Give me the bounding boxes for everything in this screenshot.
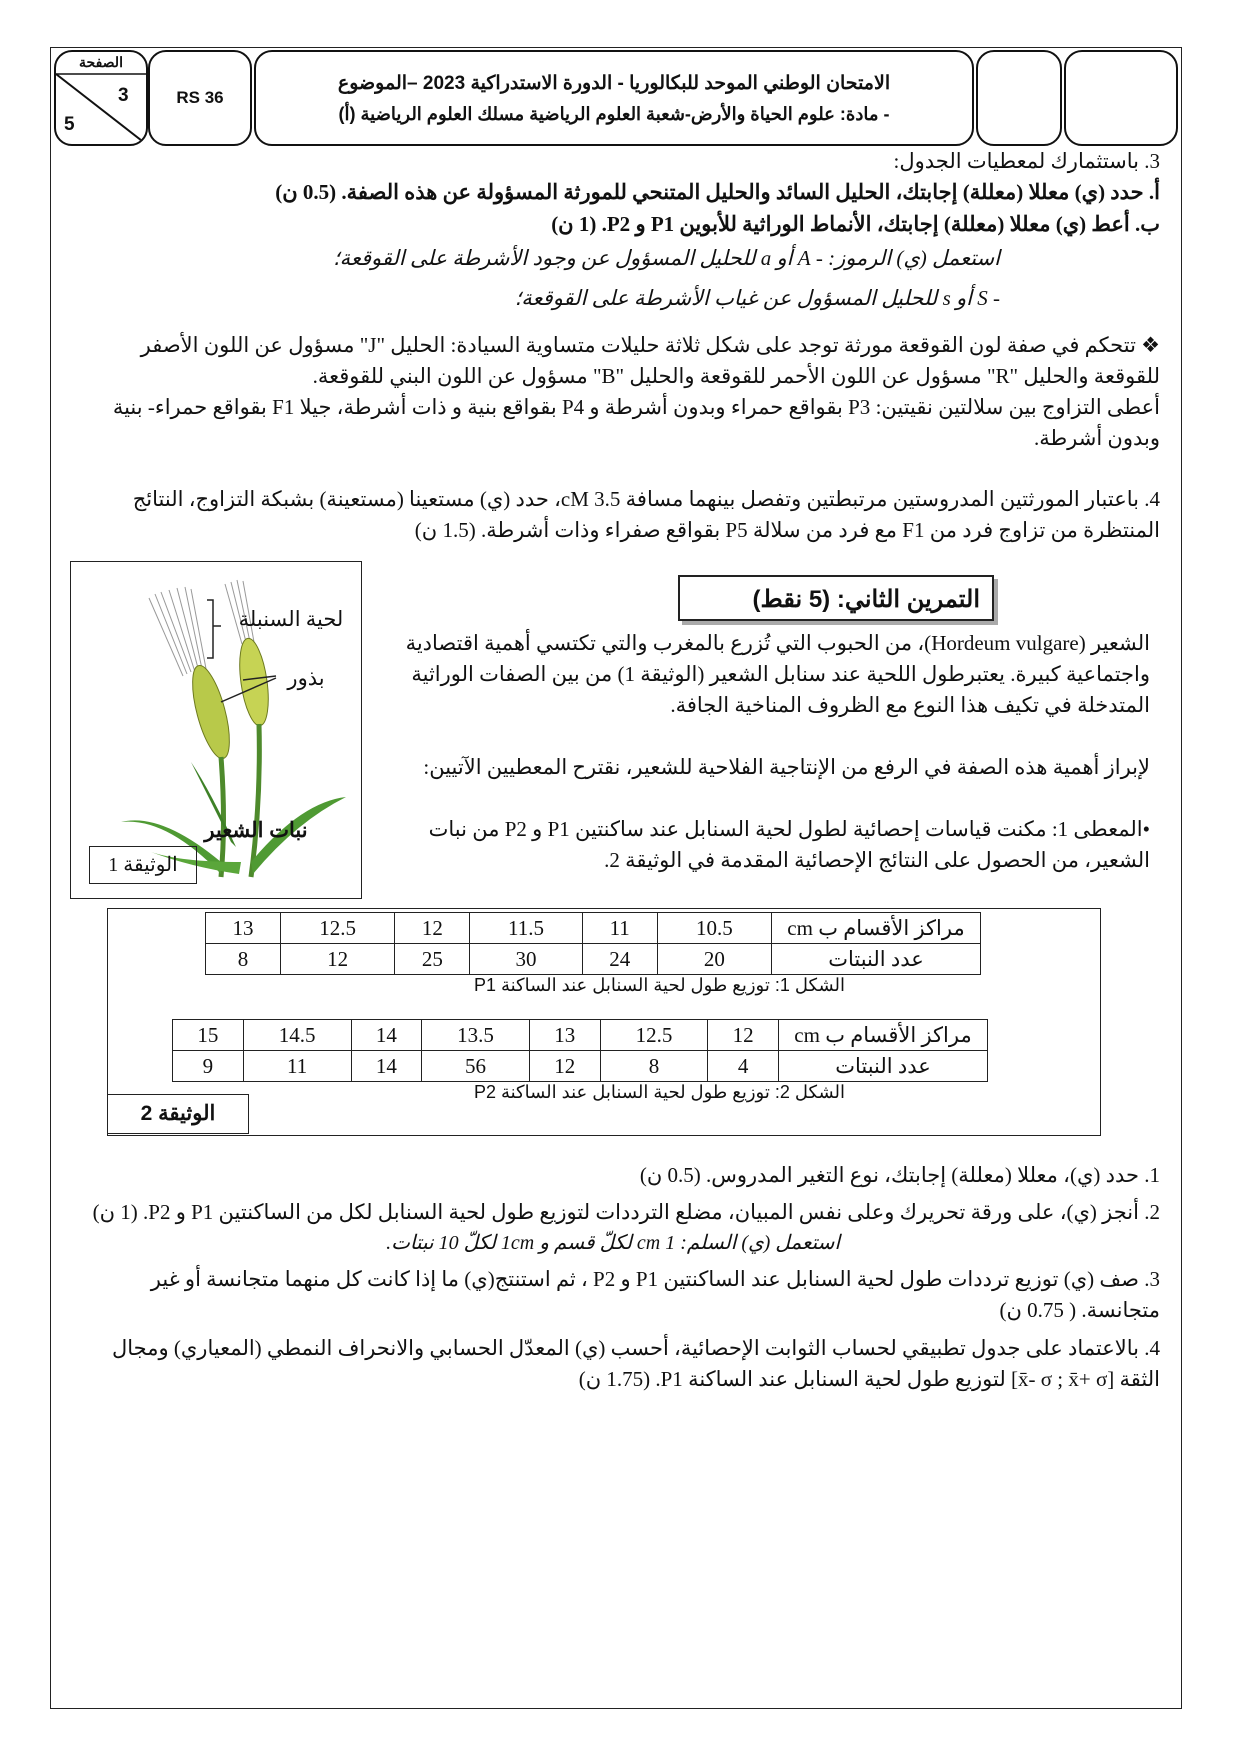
table-cell: 4	[708, 1051, 779, 1082]
plant-name: نبات الشعير	[204, 819, 308, 842]
exercise2-title-text: التمرين الثاني: (5 نقط)	[752, 586, 980, 613]
table-cell: 12	[281, 944, 395, 975]
table-cell: 11	[582, 913, 657, 944]
doc2-label-box	[107, 1094, 249, 1134]
question-1: 1. حدد (ي)، معللا (معللة) إجابتك، نوع التغير المدروس. (0.5 ن)	[639, 1163, 1160, 1187]
question-4: 4. بالاعتماد على جدول تطبيقي لحساب الثوابت الإحصائية، أحسب (ي) المعدّل الحسابي والانحراف النمطي (المعياري) ومجال الثقة [x̄- σ ; x̄+ σ] لتوزيع طول لحية السنابل عند الساكنة P1. (1.75 ن)	[112, 1336, 1160, 1391]
logo-box	[976, 50, 1062, 146]
question-2: 2. أنجز (ي)، على ورقة تحريرك وعلى نفس المبيان، مضلع الترددات لتوزيع طول لحية السنابل لكل من الساكنتين P1 و P2. (1 ن)	[92, 1200, 1160, 1224]
doc2-label: الوثيقة 2	[140, 1102, 216, 1125]
table-cell: 30	[470, 944, 582, 975]
table-p2	[172, 1019, 988, 1082]
table-row	[173, 1020, 988, 1051]
table-cell: 12.5	[600, 1020, 708, 1051]
table-cell: 13	[206, 913, 281, 944]
table-header: مراكز الأقسام ب cm	[772, 913, 981, 944]
figure1-caption: الشكل 1: توزيع طول لحية السنابل عند الساكنة P1	[473, 975, 845, 995]
table-cell: 12	[708, 1020, 779, 1051]
table-cell: 8	[600, 1051, 708, 1082]
code-box	[148, 50, 252, 146]
question-3: 3. صف (ي) توزيع ترددات طول لحية السنابل عند الساكنتين P1 و P2 ، ثم استنتج(ي) ما إذا كانت كل منهما متجانسة أو غير متجانسة. ( 0.75 ن)	[150, 1267, 1160, 1322]
table-cell: 11	[243, 1051, 351, 1082]
table-cell: 25	[395, 944, 470, 975]
table-cell: 14	[351, 1020, 422, 1051]
exercise2-intro: الشعير (Hordeum vulgare)، من الحبوب التي تُزرع بالمغرب والتي تكتسي أهمية اقتصادية واجتماعية كبيرة. يعتبرطول اللحية عند سنابل الشعير (الوثيقة 1) من بين الصفات الوراثية المتدخلة في تكيف هذا النوع مع الظروف المناخية الجافة.	[405, 631, 1150, 717]
table-cell: 8	[206, 944, 281, 975]
table-cell: 56	[422, 1051, 530, 1082]
blank-box	[1064, 50, 1178, 146]
table-cell: 14	[351, 1051, 422, 1082]
figure1-box	[70, 561, 362, 899]
table-cell: 12	[529, 1051, 600, 1082]
page-label: الصفحة	[79, 54, 123, 70]
data1-text: •المعطى 1: مكنت قياسات إحصائية لطول لحية السنابل عند ساكنتين P1 و P2 من نبات الشعير، من الحصول على النتائج الإحصائية المقدمة في الوثيقة 2.	[428, 817, 1150, 872]
q3a: أ. حدد (ي) معللا (معللة) إجابتك، الحليل السائد والحليل المتنحي للمورثة المسؤولة عن هذه الصفة. (0.5 ن)	[275, 180, 1160, 204]
table-header: مراكز الأقسام ب cm	[779, 1020, 988, 1051]
awn-label: لحية السنبلة	[238, 607, 344, 631]
table-row	[206, 944, 981, 975]
color-paragraph: ❖ تتحكم في صفة لون القوقعة مورثة توجد على شكل ثلاثة حليلات متساوية السيادة: الحليل "J" مسؤول عن اللون الأصفر للقوقعة والحليل "R" مسؤول عن اللون الأحمر للقوقعة والحليل "B" مسؤول عن اللون البني للقوقعة.	[140, 333, 1160, 388]
page-total: 5	[64, 114, 75, 135]
table-cell: 14.5	[243, 1020, 351, 1051]
symbols-line2: - S أو s للحليل المسؤول عن غياب الأشرطة على القوقعة؛	[514, 286, 1000, 310]
table-cell: 13.5	[422, 1020, 530, 1051]
seeds-label: بذور	[287, 666, 325, 690]
table-cell: 20	[657, 944, 771, 975]
table-header: عدد النبتات	[772, 944, 981, 975]
table-cell: 9	[173, 1051, 244, 1082]
table-header: عدد النبتات	[779, 1051, 988, 1082]
table-cell: 13	[529, 1020, 600, 1051]
table-cell: 11.5	[470, 913, 582, 944]
table-cell: 12.5	[281, 913, 395, 944]
table-cell: 24	[582, 944, 657, 975]
exercise2-title	[678, 575, 994, 621]
table-p1	[205, 912, 981, 975]
exercise2-intro2: لإبراز أهمية هذه الصفة في الرفع من الإنتاجية الفلاحية للشعير، نقترح المعطيين الآتيين:	[423, 755, 1150, 779]
subject-line: - مادة: علوم الحياة والأرض-شعبة العلوم الرياضية مسلك العلوم الرياضية (أ)	[338, 104, 890, 124]
table-row	[173, 1051, 988, 1082]
question-2-scale: استعمل (ي) السلم: 1 cm لكلّ قسم و 1cm لكلّ 10 نبتات.	[386, 1232, 840, 1254]
q3-intro: 3. باستثمارك لمعطيات الجدول:	[893, 149, 1160, 173]
table-cell: 15	[173, 1020, 244, 1051]
exam-code: RS 36	[176, 88, 224, 107]
figure2-caption: الشكل 2: توزيع طول لحية السنابل عند الساكنة P2	[473, 1082, 845, 1102]
exam-title: الامتحان الوطني الموحد للبكالوريا - الدورة الاستدراكية 2023 –الموضوع	[337, 73, 891, 94]
doc1-label: الوثيقة 1	[89, 846, 197, 884]
table-row	[206, 913, 981, 944]
cross-paragraph: أعطى التزاوج بين سلالتين نقيتين: P3 بقواقع حمراء وبدون أشرطة و P4 بقواقع بنية و ذات أشرطة، جيلا F1 بقواقع حمراء- بنية وبدون أشرطة.	[112, 395, 1160, 450]
page-number: 3	[118, 85, 129, 106]
table-cell: 12	[395, 913, 470, 944]
title-box	[254, 50, 974, 146]
q4-linkage: 4. باعتبار المورثتين المدروستين مرتبطتين وتفصل بينهما مسافة 3.5 cM، حدد (ي) مستعينا (مستعينة) بشبكة التزاوج، النتائج المنتظرة من تزاوج فرد من F1 مع فرد من سلالة P5 بقواقع صفراء وذات أشرطة. (1.5 ن)	[132, 487, 1160, 542]
q3b: ب. أعط (ي) معللا (معللة) إجابتك، الأنماط الوراثية للأبوين P1 و P2. (1 ن)	[551, 212, 1160, 236]
symbols-line1: استعمل (ي) الرموز: - A أو a للحليل المسؤول عن وجود الأشرطة على القوقعة؛	[332, 246, 1000, 270]
table-cell: 10.5	[657, 913, 771, 944]
page-number-box	[54, 50, 148, 146]
